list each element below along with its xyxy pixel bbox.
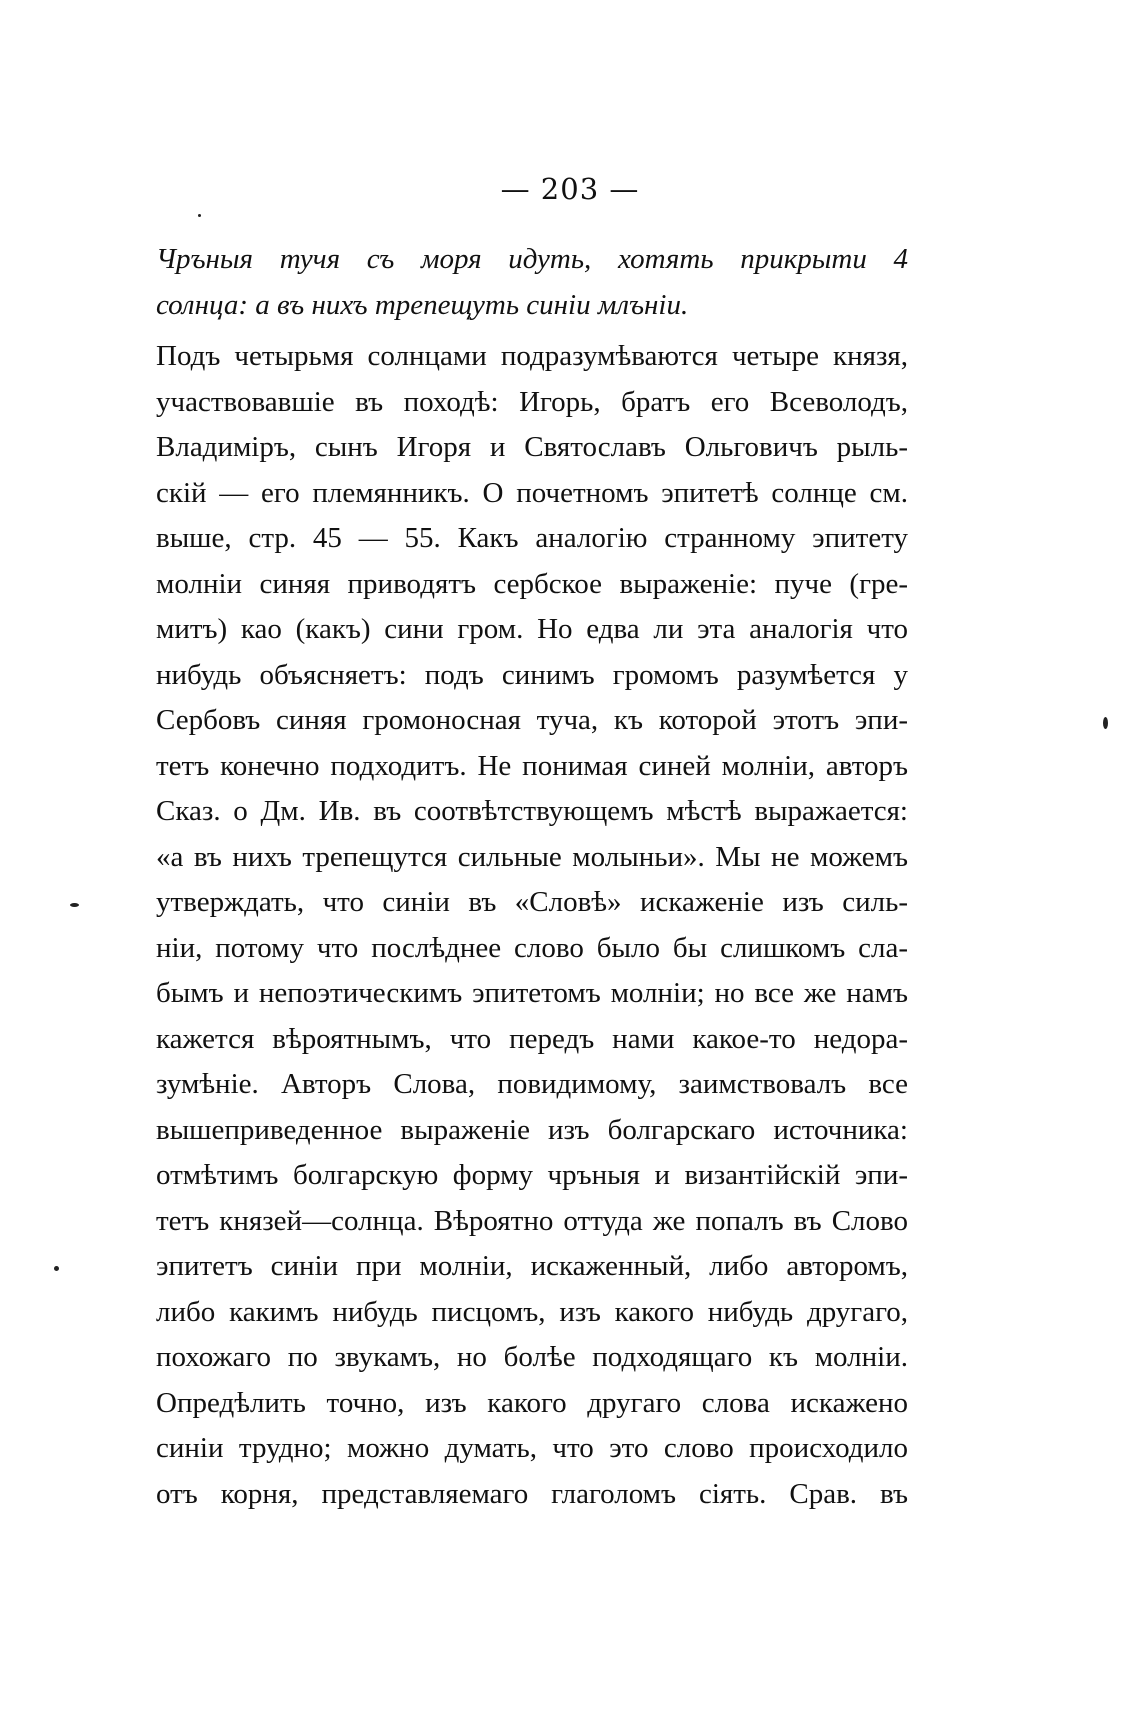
body-text — [156, 237, 908, 1517]
text-line: Сказ. о Дм. Ив. въ соотвѣтствующемъ мѣстѣ выражается: — [156, 795, 908, 827]
text-line: либо какимъ нибудь писцомъ, изъ какого нибудь другаго, — [156, 1295, 908, 1328]
text-line: синіи трудно; можно думать, что это слово происходило — [156, 1432, 908, 1464]
text-line: скій — его племянникъ. О почетномъ эпитетѣ солнце см. — [156, 476, 908, 509]
scan-speck — [70, 903, 79, 907]
text-line: митъ) као (какъ) сини гром. Но едва ли эта аналогія что — [156, 613, 908, 645]
text-line: эпитетъ синіи при молніи, искаженный, либо авторомъ, — [156, 1250, 908, 1282]
scan-speck — [198, 214, 201, 217]
scan-speck — [1103, 717, 1108, 729]
quote-line: Чръныя тучя съ моря идуть, хотять прикрыти 4 — [156, 243, 908, 275]
text-line: отмѣтимъ болгарскую форму чръныя и византійскій эпи- — [156, 1159, 908, 1191]
text-line: Сербовъ синяя громоносная туча, къ которой этотъ эпи- — [156, 704, 908, 736]
text-line: молніи синяя приводятъ сербское выраженіе: пуче (гре- — [156, 567, 908, 600]
text-line: утверждать, что синіи въ «Словѣ» искаженіе изъ силь- — [156, 886, 908, 918]
page-number: — 203 — — [500, 172, 640, 206]
text-line: зумѣніе. Авторъ Слова, повидимому, заимствовалъ все — [156, 1068, 908, 1100]
quote-line: солнца: а въ нихъ трепещуть синіи млъніи. — [156, 288, 689, 321]
text-line: Подъ четырьмя солнцами подразумѣваются четыре князя, — [156, 340, 908, 372]
text-line: выше, стр. 45 — 55. Какъ аналогію странному эпитету — [156, 522, 908, 554]
text-line: Опредѣлить точно, изъ какого другаго слова искажено — [156, 1386, 908, 1419]
scan-speck — [54, 1266, 59, 1271]
text-line: нибудь объясняетъ: подъ синимъ громомъ разумѣется у — [156, 658, 908, 691]
text-line: отъ корня, представляемаго глаголомъ сіять. Срав. въ — [156, 1477, 908, 1510]
text-line: кажется вѣроятнымъ, что передъ нами какое-то недора- — [156, 1022, 908, 1055]
text-line: ніи, потому что послѣднее слово было бы слишкомъ сла- — [156, 931, 908, 964]
text-line: тетъ князей—солнца. Вѣроятно оттуда же попалъ въ Слово — [156, 1204, 908, 1237]
text-line: тетъ конечно подходитъ. Не понимая синей молніи, авторъ — [156, 749, 908, 782]
text-line: «а въ нихъ трепещутся сильные молыньи». Мы не можемъ — [156, 840, 908, 873]
text-line: бымъ и непоэтическимъ эпитетомъ молніи; но все же намъ — [156, 977, 908, 1009]
text-line: Владиміръ, сынъ Игоря и Святославъ Ольговичъ рыль- — [156, 431, 908, 463]
text-line: участвовавшіе въ походѣ: Игорь, братъ его Всеволодъ, — [156, 385, 908, 418]
text-line: похожаго по звукамъ, но болѣе подходящаго къ молніи. — [156, 1341, 908, 1373]
text-line: вышеприведенное выраженіе изъ болгарскаго источника: — [156, 1113, 908, 1146]
